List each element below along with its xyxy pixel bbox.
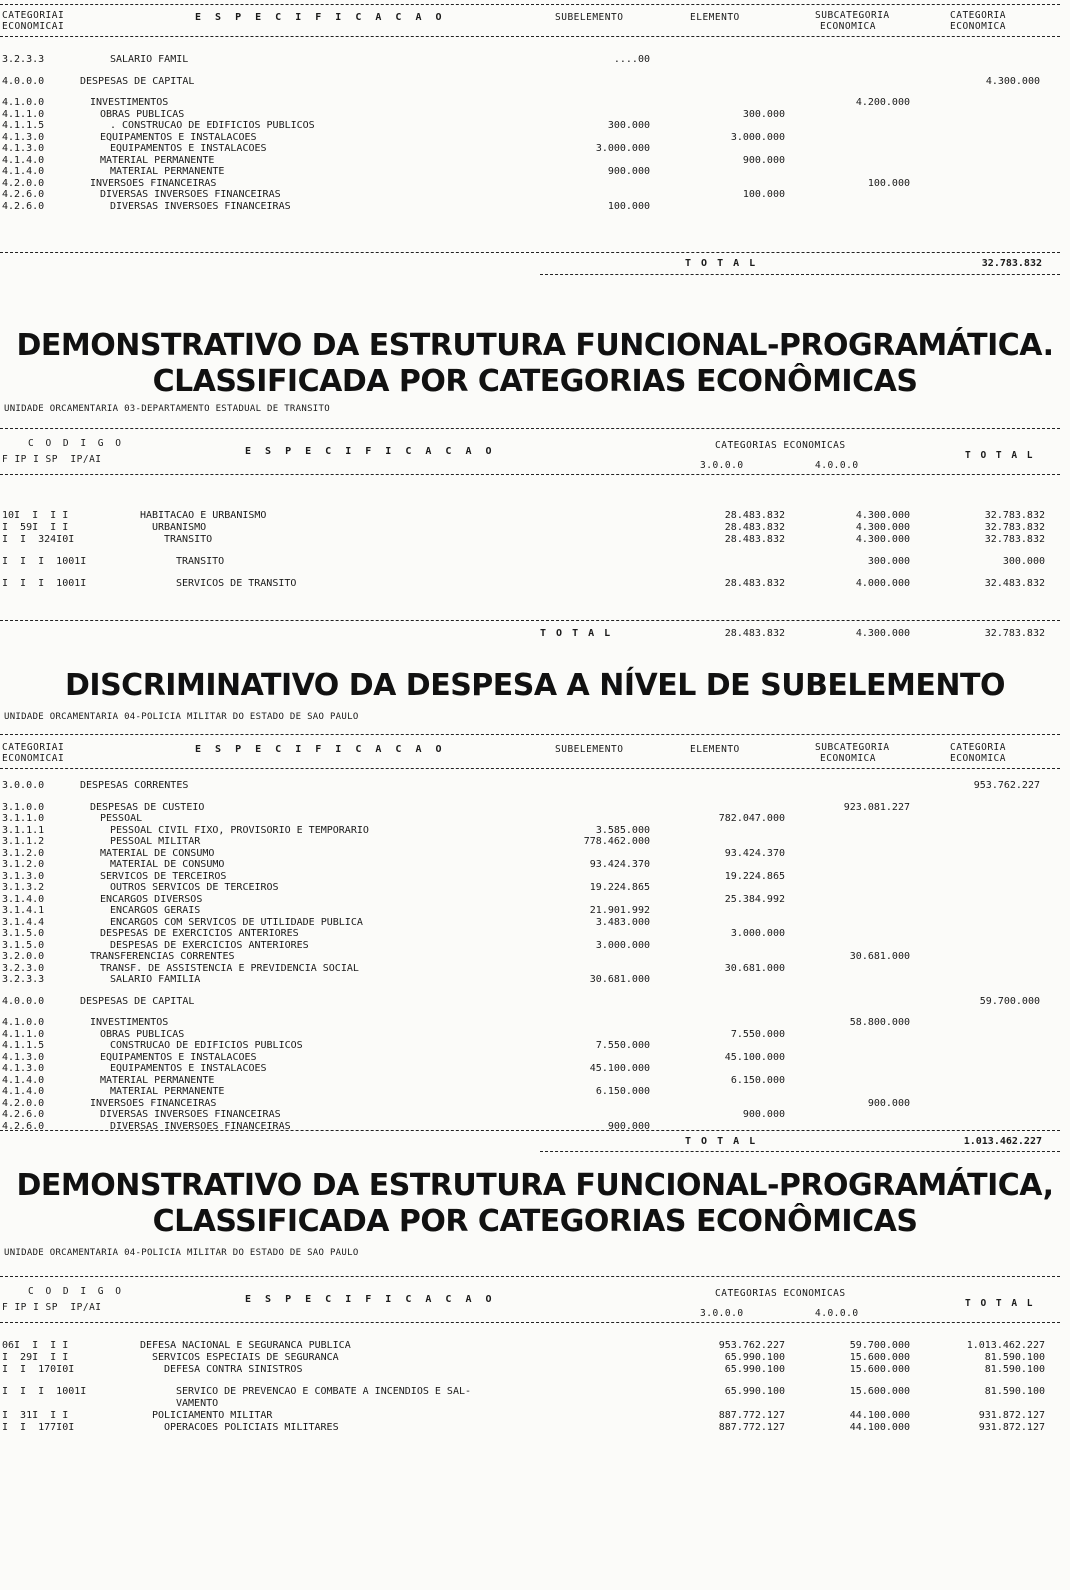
row-total: 81.590.100 <box>984 1352 1045 1363</box>
row-elemento: 19.224.865 <box>724 870 785 882</box>
row-elemento: 3.000.000 <box>730 928 785 939</box>
header-subcat-1: SUBCATEGORIA <box>815 10 890 21</box>
table-row <box>0 1352 1060 1364</box>
row-description: DESPESAS DE CAPITAL <box>80 995 195 1007</box>
table-row <box>0 120 1060 132</box>
row-description: DESPESAS CORRENTES <box>80 780 189 791</box>
table-row <box>0 178 1060 190</box>
row-description: MATERIAL DE CONSUMO <box>110 859 225 870</box>
header-c2: 4.0.0.0 <box>815 1308 859 1319</box>
row-subelemento: 3.000.000 <box>595 143 650 154</box>
row-description: DIVERSAS INVERSOES FINANCEIRAS <box>110 200 291 212</box>
row-code: 4.1.3.0 <box>2 1051 45 1063</box>
row-subelemento: ....00 <box>613 54 650 65</box>
table-row <box>0 1410 1060 1422</box>
header-code-cols: F IP I SP IP/AI <box>2 454 102 465</box>
row-code: 4.1.1.5 <box>2 1040 45 1051</box>
table-row <box>0 974 1060 986</box>
section-2 <box>0 420 1070 640</box>
table-row <box>0 1386 1060 1398</box>
header-sub: SUBELEMENTO <box>555 744 624 755</box>
row-code: 3.2.3.3 <box>2 974 45 985</box>
header-elem: ELEMENTO <box>690 744 740 755</box>
table-row <box>0 917 1060 929</box>
row-cat-3000: 887.772.127 <box>718 1422 785 1433</box>
row-description: URBANISMO <box>152 522 207 533</box>
table-row <box>0 1422 1060 1434</box>
header-cat-2: ECONOMICAI <box>2 21 65 32</box>
header-categ: CATEGORIAS ECONOMICAS <box>715 440 846 451</box>
row-elemento: 900.000 <box>742 154 785 166</box>
row-code: 4.1.3.0 <box>2 131 45 143</box>
row-total: 32.783.832 <box>984 522 1045 533</box>
table-row <box>0 1040 1060 1052</box>
row-description: SERVICOS DE TRANSITO <box>176 578 297 589</box>
table-row <box>0 166 1060 178</box>
row-description: MATERIAL PERMANENTE <box>100 154 215 166</box>
row-description: INVESTIMENTOS <box>90 97 169 108</box>
row-code: I I 324I0I <box>2 534 75 545</box>
header-subcat-1: SUBCATEGORIA <box>815 742 890 753</box>
row-categoria: 59.700.000 <box>979 995 1040 1007</box>
row-total: 931.872.127 <box>978 1410 1045 1421</box>
table-row <box>0 836 1060 848</box>
header-subcat-2: ECONOMICA <box>820 21 876 32</box>
header-categ-1: CATEGORIA <box>950 742 1006 753</box>
table-row <box>0 951 1060 963</box>
header-codigo: C O D I G O <box>28 1286 124 1297</box>
heading-1-line-2: CLASSIFICADA POR CATEGORIAS ECONÔMICAS <box>152 364 918 399</box>
table-row <box>0 76 1060 88</box>
row-cat-3000: 28.483.832 <box>724 522 785 533</box>
row-code: I 31I I I <box>2 1410 69 1421</box>
heading-2 <box>0 668 1070 704</box>
row-description: SERVICO DE PREVENCAO E COMBATE A INCENDIOS E SAL- <box>176 1386 472 1397</box>
header-sub: SUBELEMENTO <box>555 12 624 23</box>
row-description: EQUIPAMENTOS E INSTALACOES <box>100 131 257 143</box>
header-total: T O T A L <box>965 1298 1035 1309</box>
table-row <box>0 859 1060 871</box>
header-c1: 3.0.0.0 <box>700 460 744 471</box>
table-row <box>0 132 1060 144</box>
row-code: 4.1.4.0 <box>2 1086 45 1097</box>
row-cat-4000: 4.300.000 <box>855 534 910 545</box>
row-code: 4.0.0.0 <box>2 75 45 87</box>
row-subcategoria: 900.000 <box>867 1097 910 1109</box>
row-code: 4.1.1.0 <box>2 1028 45 1040</box>
header-elem: ELEMENTO <box>690 12 740 23</box>
heading-2-line-1: DISCRIMINATIVO DA DESPESA A NÍVEL DE SUBELEMENTO <box>65 668 1005 703</box>
row-code: 3.1.0.0 <box>2 801 45 813</box>
total-label: T O T A L <box>540 628 613 639</box>
row-description: VAMENTO <box>176 1398 219 1409</box>
heading-1-line-1: DEMONSTRATIVO DA ESTRUTURA FUNCIONAL-PROGRAMÁTICA. <box>16 328 1054 363</box>
row-code: I I 177I0I <box>2 1422 75 1433</box>
row-code: 4.1.0.0 <box>2 97 45 108</box>
row-code: 3.1.1.1 <box>2 824 45 836</box>
unit-label-4: UNIDADE ORCAMENTARIA 04-POLICIA MILITAR DO ESTADO DE SAO PAULO <box>4 1248 359 1258</box>
row-description: ENCARGOS DIVERSOS <box>100 893 203 905</box>
row-code: 3.1.2.0 <box>2 859 45 870</box>
row-elemento: 45.100.000 <box>724 1051 785 1063</box>
total-grand: 32.783.832 <box>984 628 1045 639</box>
row-code: 4.1.3.0 <box>2 143 45 154</box>
table-row <box>0 1109 1060 1121</box>
table-row <box>0 928 1060 940</box>
table-row <box>0 1075 1060 1087</box>
row-code: 4.0.0.0 <box>2 995 45 1007</box>
row-code: 3.1.1.2 <box>2 836 45 847</box>
table-row <box>0 201 1060 213</box>
heading-3 <box>0 1168 1070 1240</box>
row-description: DEFESA NACIONAL E SEGURANCA PUBLICA <box>140 1340 351 1351</box>
row-code: 4.1.4.0 <box>2 1074 45 1086</box>
total-label: T O T A L <box>685 1136 758 1147</box>
row-description: TRANSITO <box>164 534 213 545</box>
row-cat-3000: 28.483.832 <box>724 534 785 545</box>
row-description: DESPESAS DE CAPITAL <box>80 75 195 87</box>
row-subelemento: 3.483.000 <box>595 916 650 928</box>
header-cat-1: CATEGORIAI <box>2 10 65 21</box>
row-description: OBRAS PUBLICAS <box>100 1028 185 1040</box>
heading-3-line-2: CLASSIFICADA POR CATEGORIAS ECONÔMICAS <box>152 1204 918 1239</box>
header-categ: CATEGORIAS ECONOMICAS <box>715 1288 846 1299</box>
row-cat-4000: 15.600.000 <box>849 1386 910 1397</box>
row-description: OUTROS SERVICOS DE TERCEIROS <box>110 882 279 893</box>
row-total: 931.872.127 <box>978 1422 1045 1433</box>
row-code: 4.2.6.0 <box>2 200 45 212</box>
row-subcategoria: 100.000 <box>867 177 910 189</box>
row-code: 3.0.0.0 <box>2 780 45 791</box>
row-subcategoria: 58.800.000 <box>849 1017 910 1028</box>
row-subelemento: 93.424.370 <box>589 859 650 870</box>
header-total: T O T A L <box>965 450 1035 461</box>
row-cat-3000: 28.483.832 <box>724 578 785 589</box>
table-row <box>0 143 1060 155</box>
row-code: 4.1.3.0 <box>2 1063 45 1074</box>
row-total: 1.013.462.227 <box>966 1340 1045 1351</box>
row-code: I 59I I I <box>2 522 69 533</box>
row-subelemento: 778.462.000 <box>583 836 650 847</box>
row-subcategoria: 4.200.000 <box>855 97 910 108</box>
section-4 <box>0 1268 1070 1588</box>
row-code: 4.2.0.0 <box>2 177 45 189</box>
row-cat-3000: 953.762.227 <box>718 1340 785 1351</box>
row-description: EQUIPAMENTOS E INSTALACOES <box>110 143 267 154</box>
row-code: 10I I I I <box>2 510 69 521</box>
header-spec: E S P E C I F I C A C A O <box>195 12 446 23</box>
header-cat-2: ECONOMICAI <box>2 753 65 764</box>
row-elemento: 900.000 <box>742 1109 785 1120</box>
table-row <box>0 780 1060 792</box>
row-subelemento: 19.224.865 <box>589 882 650 893</box>
row-code: I I I 1001I <box>2 1386 87 1397</box>
row-cat-4000: 44.100.000 <box>849 1422 910 1433</box>
row-code: 3.1.4.0 <box>2 893 45 905</box>
table-row <box>0 940 1060 952</box>
row-description: MATERIAL DE CONSUMO <box>100 847 215 859</box>
row-code: 4.2.0.0 <box>2 1097 45 1109</box>
row-subelemento: 45.100.000 <box>589 1063 650 1074</box>
row-description: HABITACAO E URBANISMO <box>140 510 267 521</box>
row-cat-3000: 65.990.100 <box>724 1364 785 1375</box>
row-description: PESSOAL <box>100 813 143 824</box>
table-row <box>0 871 1060 883</box>
row-code: 3.1.4.4 <box>2 916 45 928</box>
row-cat-4000: 59.700.000 <box>849 1340 910 1351</box>
row-code: 4.2.6.0 <box>2 1109 45 1120</box>
header-categ-1: CATEGORIA <box>950 10 1006 21</box>
table-row <box>0 1340 1060 1352</box>
row-description: EQUIPAMENTOS E INSTALACOES <box>100 1051 257 1063</box>
row-code: 4.1.0.0 <box>2 1017 45 1028</box>
table-row <box>0 534 1060 546</box>
table-row <box>0 802 1060 814</box>
table-row <box>0 97 1060 109</box>
row-description: ENCARGOS GERAIS <box>110 905 201 916</box>
row-cat-4000: 4.000.000 <box>855 578 910 589</box>
total-c1: 28.483.832 <box>724 628 785 639</box>
heading-1 <box>0 328 1070 400</box>
section-3 <box>0 732 1070 1152</box>
table-row <box>0 54 1060 66</box>
row-code: 4.1.1.0 <box>2 108 45 120</box>
row-code: 3.1.1.0 <box>2 813 45 824</box>
row-code: 3.1.4.1 <box>2 905 45 916</box>
row-description: DESPESAS DE EXERCICIOS ANTERIORES <box>110 939 309 951</box>
table-row <box>0 1398 1060 1410</box>
table-row <box>0 1098 1060 1110</box>
row-cat-4000: 44.100.000 <box>849 1410 910 1421</box>
table-row <box>0 1086 1060 1098</box>
row-subelemento: 7.550.000 <box>595 1040 650 1051</box>
unit-label-3: UNIDADE ORCAMENTARIA 04-POLICIA MILITAR DO ESTADO DE SAO PAULO <box>4 712 359 722</box>
row-code: 06I I I I <box>2 1340 69 1351</box>
table-row <box>0 996 1060 1008</box>
row-description: DIVERSAS INVERSOES FINANCEIRAS <box>110 1120 291 1132</box>
row-code: I I I 1001I <box>2 556 87 567</box>
row-description: DEFESA CONTRA SINISTROS <box>164 1364 303 1375</box>
row-code: 4.1.4.0 <box>2 166 45 177</box>
row-elemento: 30.681.000 <box>724 962 785 974</box>
row-description: PESSOAL CIVIL FIXO, PROVISORIO E TEMPORARIO <box>110 824 369 836</box>
row-description: SERVICOS DE TERCEIROS <box>100 870 227 882</box>
row-code: 4.2.6.0 <box>2 189 45 200</box>
row-code: 4.2.6.0 <box>2 1120 45 1132</box>
row-description: TRANSF. DE ASSISTENCIA E PREVIDENCIA SOCIAL <box>100 962 359 974</box>
table-row <box>0 189 1060 201</box>
row-elemento: 782.047.000 <box>718 813 785 824</box>
section-1 <box>0 0 1070 290</box>
row-description: EQUIPAMENTOS E INSTALACOES <box>110 1063 267 1074</box>
row-code: 4.1.4.0 <box>2 154 45 166</box>
row-subelemento: 300.000 <box>607 120 650 131</box>
row-total: 300.000 <box>1002 556 1045 567</box>
row-description: PESSOAL MILITAR <box>110 836 201 847</box>
table-row <box>0 109 1060 121</box>
header-cat-1: CATEGORIAI <box>2 742 65 753</box>
header-codigo: C O D I G O <box>28 438 124 449</box>
table-row <box>0 155 1060 167</box>
header-categ-2: ECONOMICA <box>950 753 1006 764</box>
row-description: POLICIAMENTO MILITAR <box>152 1410 273 1421</box>
row-cat-4000: 300.000 <box>867 556 910 567</box>
row-code: 3.1.3.2 <box>2 882 45 893</box>
unit-label-2: UNIDADE ORCAMENTARIA 03-DEPARTAMENTO ESTADUAL DE TRANSITO <box>4 404 330 414</box>
row-cat-4000: 4.300.000 <box>855 522 910 533</box>
row-description: INVERSOES FINANCEIRAS <box>90 177 217 189</box>
row-description: MATERIAL PERMANENTE <box>100 1074 215 1086</box>
row-code: 3.1.5.0 <box>2 928 45 939</box>
row-elemento: 6.150.000 <box>730 1074 785 1086</box>
table-row <box>0 848 1060 860</box>
row-cat-4000: 15.600.000 <box>849 1364 910 1375</box>
table-row <box>0 1029 1060 1041</box>
row-description: DESPESAS DE CUSTEIO <box>90 801 205 813</box>
row-description: TRANSFERENCIAS CORRENTES <box>90 951 235 962</box>
row-description: DIVERSAS INVERSOES FINANCEIRAS <box>100 1109 281 1120</box>
row-description: CONSTRUCAO DE EDIFICIOS PUBLICOS <box>110 1040 303 1051</box>
row-code: I I 170I0I <box>2 1364 75 1375</box>
row-elemento: 300.000 <box>742 108 785 120</box>
row-total: 81.590.100 <box>984 1364 1045 1375</box>
total-label: T O T A L <box>685 258 758 269</box>
row-code: 3.1.3.0 <box>2 870 45 882</box>
header-c2: 4.0.0.0 <box>815 460 859 471</box>
row-description: SALARIO FAMIL <box>110 54 189 65</box>
row-code: 3.1.5.0 <box>2 939 45 951</box>
row-subelemento: 6.150.000 <box>595 1086 650 1097</box>
row-description: OBRAS PUBLICAS <box>100 108 185 120</box>
row-elemento: 93.424.370 <box>724 847 785 859</box>
header-subcat-2: ECONOMICA <box>820 753 876 764</box>
row-subelemento: 3.585.000 <box>595 824 650 836</box>
row-code: 3.1.2.0 <box>2 847 45 859</box>
header-spec: E S P E C I F I C A C A O <box>245 1294 496 1305</box>
row-cat-3000: 65.990.100 <box>724 1386 785 1397</box>
row-subcategoria: 30.681.000 <box>849 951 910 962</box>
row-total: 32.783.832 <box>984 534 1045 545</box>
row-description: DIVERSAS INVERSOES FINANCEIRAS <box>100 189 281 200</box>
row-elemento: 3.000.000 <box>730 131 785 143</box>
heading-3-line-1: DEMONSTRATIVO DA ESTRUTURA FUNCIONAL-PROGRAMÁTICA, <box>16 1168 1054 1203</box>
row-description: DESPESAS DE EXERCICIOS ANTERIORES <box>100 928 299 939</box>
row-categoria: 4.300.000 <box>985 75 1040 87</box>
row-categoria: 953.762.227 <box>973 780 1040 791</box>
row-description: MATERIAL PERMANENTE <box>110 166 225 177</box>
row-description: INVESTIMENTOS <box>90 1017 169 1028</box>
table-row <box>0 894 1060 906</box>
row-code: 3.2.0.0 <box>2 951 45 962</box>
row-subelemento: 3.000.000 <box>595 939 650 951</box>
header-spec: E S P E C I F I C A C A O <box>245 446 496 457</box>
row-elemento: 100.000 <box>742 189 785 200</box>
row-description: SALARIO FAMILIA <box>110 974 201 985</box>
table-row <box>0 522 1060 534</box>
table-row <box>0 1063 1060 1075</box>
row-subcategoria: 923.081.227 <box>843 801 910 813</box>
header-categ-2: ECONOMICA <box>950 21 1006 32</box>
row-cat-3000: 65.990.100 <box>724 1352 785 1363</box>
row-description: TRANSITO <box>176 556 225 567</box>
row-description: SERVICOS ESPECIAIS DE SEGURANCA <box>152 1352 339 1363</box>
row-description: INVERSOES FINANCEIRAS <box>90 1097 217 1109</box>
row-total: 81.590.100 <box>984 1386 1045 1397</box>
row-total: 32.483.832 <box>984 578 1045 589</box>
row-subelemento: 100.000 <box>607 200 650 212</box>
row-code: 3.2.3.0 <box>2 962 45 974</box>
table-row <box>0 963 1060 975</box>
row-code: 4.1.1.5 <box>2 120 45 131</box>
table-row <box>0 556 1060 568</box>
row-elemento: 25.384.992 <box>724 893 785 905</box>
row-cat-3000: 28.483.832 <box>724 510 785 521</box>
row-code: I I I 1001I <box>2 578 87 589</box>
header-c1: 3.0.0.0 <box>700 1308 744 1319</box>
row-subelemento: 900.000 <box>607 1120 650 1132</box>
total-value: 32.783.832 <box>981 258 1042 269</box>
row-subelemento: 900.000 <box>607 166 650 177</box>
row-cat-4000: 4.300.000 <box>855 510 910 521</box>
row-subelemento: 30.681.000 <box>589 974 650 985</box>
table-row <box>0 578 1060 590</box>
table-row <box>0 882 1060 894</box>
row-cat-4000: 15.600.000 <box>849 1352 910 1363</box>
table-row <box>0 1052 1060 1064</box>
row-total: 32.783.832 <box>984 510 1045 521</box>
table-row <box>0 825 1060 837</box>
table-row <box>0 510 1060 522</box>
row-elemento: 7.550.000 <box>730 1028 785 1040</box>
total-c2: 4.300.000 <box>855 628 910 639</box>
row-description: . CONSTRUCAO DE EDIFICIOS PUBLICOS <box>110 120 315 131</box>
total-value: 1.013.462.227 <box>963 1136 1042 1147</box>
row-cat-3000: 887.772.127 <box>718 1410 785 1421</box>
table-row <box>0 1364 1060 1376</box>
row-description: ENCARGOS COM SERVICOS DE UTILIDADE PUBLICA <box>110 916 363 928</box>
header-spec: E S P E C I F I C A C A O <box>195 744 446 755</box>
row-description: MATERIAL PERMANENTE <box>110 1086 225 1097</box>
table-row <box>0 1017 1060 1029</box>
table-row <box>0 905 1060 917</box>
row-description: OPERACOES POLICIAIS MILITARES <box>164 1422 339 1433</box>
header-code-cols: F IP I SP IP/AI <box>2 1302 102 1313</box>
row-subelemento: 21.901.992 <box>589 905 650 916</box>
row-code: I 29I I I <box>2 1352 69 1363</box>
table-row <box>0 813 1060 825</box>
row-code: 3.2.3.3 <box>2 54 45 65</box>
